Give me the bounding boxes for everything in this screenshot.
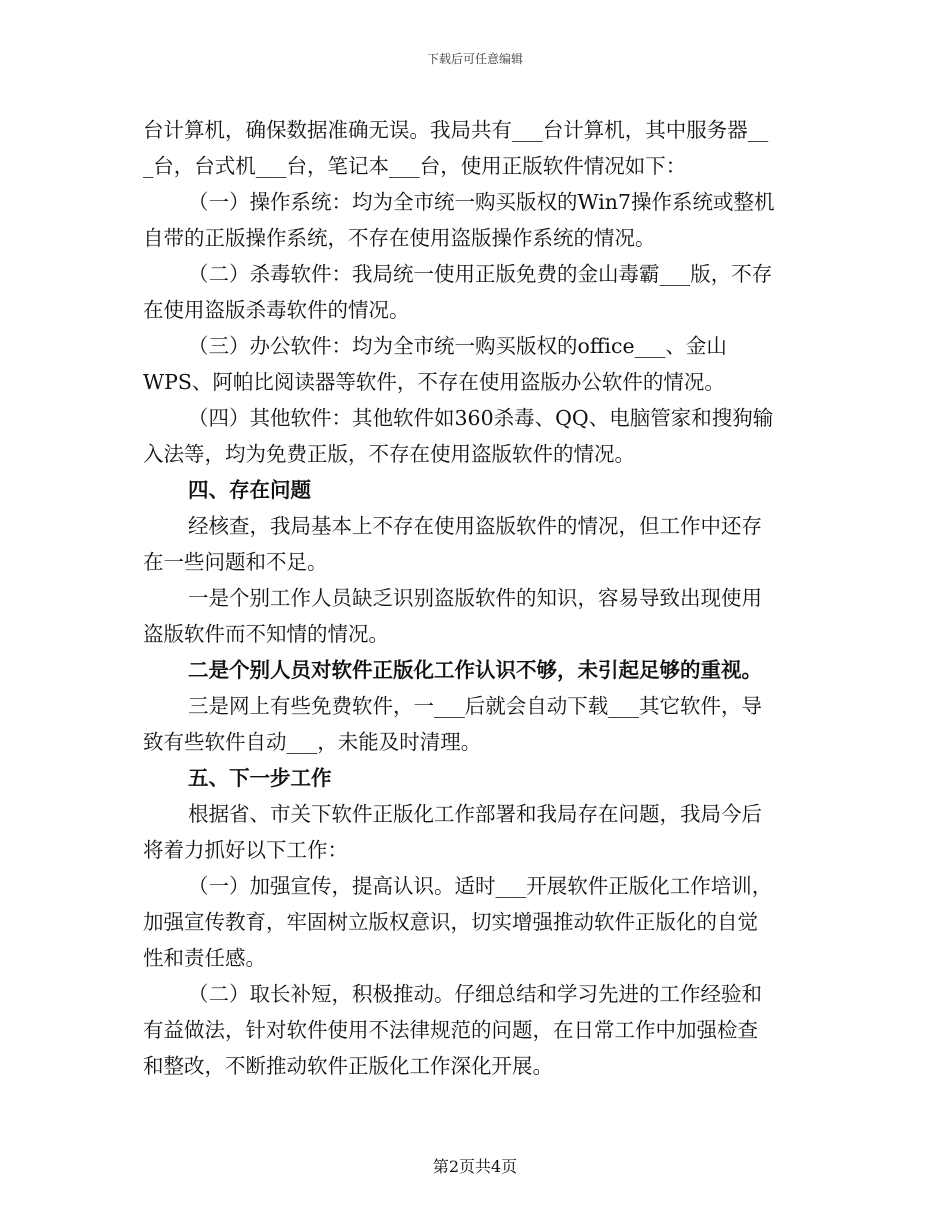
- paragraph-line: 根据省、市关下软件正版化工作部署和我局存在问题，我局今后: [188, 802, 762, 826]
- paragraph-line: （三）办公软件：均为全市统一购买版权的office___、金山: [188, 334, 727, 358]
- paragraph-line: 台计算机，确保数据准确无误。我局共有___台计算机，其中服务器__: [143, 118, 769, 142]
- paragraph-line: 一是个别工作人员缺乏识别盗版软件的知识，容易导致出现使用: [188, 586, 762, 610]
- paragraph-line: 自带的正版操作系统，不存在使用盗版操作系统的情况。: [143, 226, 656, 250]
- paragraph-line: 将着力抓好以下工作：: [143, 838, 348, 862]
- section-heading: 四、存在问题: [188, 478, 311, 502]
- paragraph-line: 三是网上有些免费软件，一___后就会自动下载___其它软件，导: [188, 694, 762, 718]
- paragraph-line: 加强宣传教育，牢固树立版权意识，切实增强推动软件正版化的自觉: [143, 910, 758, 934]
- page-footer: 第2页共4页: [432, 1157, 518, 1176]
- paragraph-line: 和整改，不断推动软件正版化工作深化开展。: [143, 1054, 553, 1078]
- paragraph-line: WPS、阿帕比阅读器等软件，不存在使用盗版办公软件的情况。: [143, 370, 725, 394]
- paragraph-line: _台，台式机___台，笔记本___台，使用正版软件情况如下：: [143, 154, 687, 178]
- paragraph-line: 有益做法，针对软件使用不法律规范的问题，在日常工作中加强检查: [143, 1018, 758, 1042]
- paragraph-line: （一）操作系统：均为全市统一购买版权的Win7操作系统或整机: [188, 190, 775, 214]
- paragraph-line: 在使用盗版杀毒软件的情况。: [143, 298, 410, 322]
- paragraph-line: 盗版软件而不知情的情况。: [143, 622, 389, 646]
- paragraph-line: （二）取长补短，积极推动。仔细总结和学习先进的工作经验和: [188, 982, 762, 1006]
- paragraph-line: 致有些软件自动___，未能及时清理。: [143, 730, 482, 754]
- section-heading: 五、下一步工作: [188, 766, 332, 790]
- paragraph-line: （一）加强宣传，提高认识。适时___开展软件正版化工作培训，: [188, 874, 773, 898]
- paragraph-line: 入法等，均为免费正版，不存在使用盗版软件的情况。: [143, 442, 635, 466]
- paragraph-line: 性和责任感。: [143, 946, 266, 970]
- document-body: [143, 112, 805, 1084]
- paragraph-line: 在一些问题和不足。: [143, 550, 328, 574]
- page-header: 下载后可任意编辑: [426, 52, 523, 66]
- paragraph-line: （四）其他软件：其他软件如360杀毒、QQ、电脑管家和搜狗输: [188, 406, 774, 430]
- paragraph-line: 经核查，我局基本上不存在使用盗版软件的情况，但工作中还存: [188, 514, 762, 538]
- bold-paragraph-line: 二是个别人员对软件正版化工作认识不够，未引起足够的重视。: [188, 658, 762, 682]
- paragraph-line: （二）杀毒软件：我局统一使用正版免费的金山毒霸___版，不存: [188, 262, 773, 286]
